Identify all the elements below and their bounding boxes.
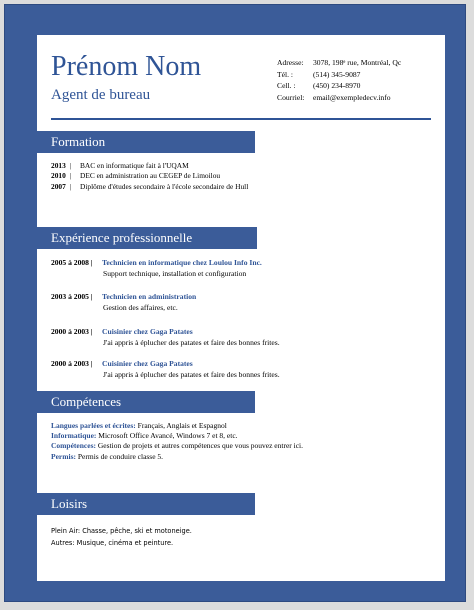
competence-key: Compétences: [51,441,96,451]
contact-value: 3078, 198ᵉ rue, Montréal, Qc [313,58,402,67]
formation-list [51,161,248,192]
section-heading-loisirs: Loisirs [37,493,255,515]
formation-separator: | [70,161,72,170]
experience-title: Technicien en informatique chez Loulou Info Inc. [102,258,262,267]
competence-key: Permis: [51,451,76,461]
job-title: Agent de bureau [51,87,151,103]
cv-border-frame [4,4,466,602]
formation-item [51,161,248,171]
competence-value: Gestion de projets et autres compétences que vous pouvez entrer ici. [96,441,304,451]
experience-item [51,257,262,279]
competence-key: Langues parlées et écrites: [51,421,136,430]
experience-description: J'ai appris à éplucher des patates et faire des bonnes frites. [103,370,280,379]
experience-dates: 2000 à 2003 | [51,359,93,368]
contact-label: Tél. : [277,69,294,79]
full-name: Prénom Nom [51,51,202,82]
contact-email [277,92,401,104]
experience-description: Support technique, installation et configuration [103,269,247,278]
header-divider [51,118,431,120]
formation-year: 2007 [51,181,66,191]
loisir-item: Autres: Musique, cinéma et peinture. [51,539,174,547]
formation-separator: | [70,181,72,191]
experience-item [51,326,280,348]
experience-dates: 2005 à 2008 | [51,258,93,267]
section-heading-competences: Compétences [37,391,255,413]
formation-year: 2013 [51,161,66,170]
loisir-item: Plein Air: Chasse, pêche, ski et motoneige. [51,527,192,535]
experience-item [51,291,196,313]
contact-block [277,57,401,103]
competence-value: Microsoft Office Avancé, Windows 7 et 8, etc. [96,431,238,441]
formation-separator: | [70,171,72,181]
competence-item [51,421,303,431]
formation-item [51,171,248,181]
competence-value: Français, Anglais et Espagnol [135,421,227,430]
formation-year: 2010 [51,171,66,181]
contact-phone [277,69,401,81]
cv-page [37,35,445,581]
competence-value: Permis de conduire classe 5. [76,451,164,461]
loisirs-list [51,525,192,549]
experience-item [51,358,280,380]
experience-dates: 2000 à 2003 | [51,327,93,336]
experience-dates: 2003 à 2005 | [51,292,93,301]
contact-label: Courriel: [277,92,305,102]
competences-list [51,421,303,462]
competence-item [51,452,303,462]
experience-title: Cuisinier chez Gaga Patates [102,359,193,368]
section-heading-experience: Expérience professionnelle [37,227,257,249]
formation-text: DEC en administration au CEGEP de Limoilou [80,171,221,181]
competence-item [51,441,303,451]
contact-label: Cell. : [277,81,296,91]
experience-title: Technicien en administration [102,292,197,301]
contact-cell [277,80,401,92]
competence-item [51,431,303,441]
contact-address [277,57,401,69]
experience-description: Gestion des affaires, etc. [103,303,178,312]
contact-value: email@exempledecv.info [313,92,391,102]
competence-key: Informatique: [51,431,97,441]
contact-label: Adresse: [277,58,304,67]
contact-value: (514) 345-9087 [313,69,361,79]
formation-text: BAC en informatique fait à l'UQAM [80,161,189,170]
section-heading-formation: Formation [37,131,255,153]
formation-text: Diplôme d'études secondaire à l'école secondaire de Hull [80,181,249,191]
contact-value: (450) 234-8970 [313,81,361,91]
experience-title: Cuisinier chez Gaga Patates [102,327,193,336]
formation-item [51,182,248,192]
experience-description: J'ai appris à éplucher des patates et faire des bonnes frites. [103,338,280,347]
